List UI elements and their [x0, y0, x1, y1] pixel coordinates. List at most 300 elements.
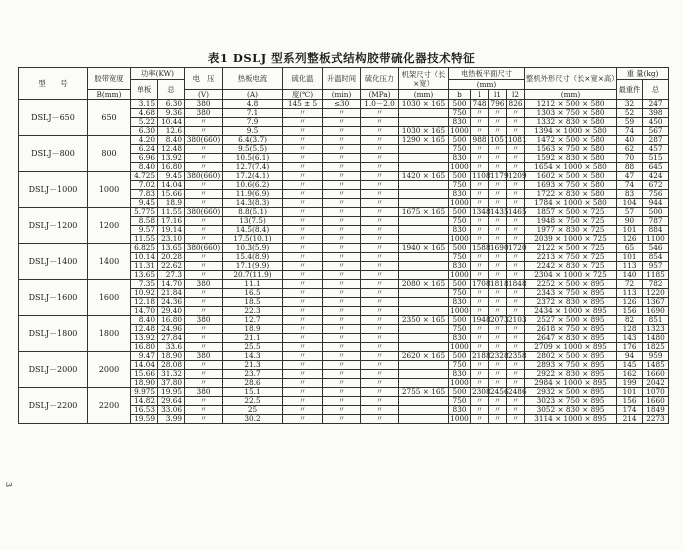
plate-l1-cell: 〃 — [489, 361, 507, 370]
frame-size-cell — [399, 145, 449, 154]
pressure-cell: 〃 — [361, 316, 399, 325]
plate-l2-cell: 〃 — [507, 127, 525, 136]
weight-max-cell: 57 — [617, 208, 643, 217]
overall-cell: 1592 × 830 × 580 — [525, 154, 617, 163]
weight-total-cell: 1185 — [643, 271, 669, 280]
heat-time-cell: 〃 — [323, 145, 361, 154]
plate-b-cell: 1000 — [450, 306, 469, 315]
weight-max-cell: 126 — [617, 235, 643, 244]
power-total-cell: 33.06 — [158, 406, 185, 415]
plate-l2-cell: 〃 — [507, 154, 525, 163]
plate-l1-cell: 〃 — [489, 397, 507, 406]
plate-b-cell: 750 — [449, 109, 471, 118]
current-cell: 9.5 — [223, 127, 283, 136]
voltage-cell: 380 — [185, 388, 223, 397]
weight-max-cell: 74 — [617, 127, 643, 136]
plate-l1-cell: 1690 — [490, 243, 509, 252]
plate-l-cell: 〃 — [471, 334, 489, 343]
current-cell: 18.9 — [223, 325, 283, 334]
power-single-cell: 12.48 — [131, 325, 158, 334]
power-single-cell: 9.47 — [131, 352, 158, 361]
voltage-cell: 〃 — [185, 370, 223, 379]
pressure-cell: 〃 — [361, 199, 399, 208]
plate-b-cell: 1000 — [450, 378, 469, 387]
plate-b-cell: 750 — [449, 361, 471, 370]
plate-l2-cell: 〃 — [507, 181, 525, 190]
weight-max-cell: 145 — [617, 361, 643, 370]
frame-size-cell — [399, 415, 449, 424]
overall-cell: 1948 × 750 × 725 — [525, 217, 617, 226]
current-cell: 7.1 — [223, 109, 283, 118]
plate-b-cell: 500 — [449, 172, 471, 181]
heat-time-cell: 〃 — [323, 208, 361, 217]
temp-cell: 〃 — [283, 397, 323, 406]
plate-l-cell: 〃 — [471, 370, 489, 379]
frame-size-cell: 1420 × 165 — [399, 172, 449, 181]
plate-l-cell: 〃 — [471, 199, 489, 208]
belt-width-cell: 1600 — [88, 280, 131, 316]
weight-total-cell: 287 — [643, 136, 669, 145]
temp-cell: 〃 — [283, 370, 323, 379]
voltage-cell: 〃 — [185, 163, 223, 172]
heat-time-cell: ≤30 — [323, 100, 361, 109]
power-single-cell: 6.825 — [131, 244, 158, 253]
overall-cell: 2893 × 750 × 895 — [525, 361, 617, 370]
power-single-cell: 16.80 — [131, 343, 158, 352]
voltage-cell: 〃 — [185, 397, 223, 406]
power-total-cell: 19.14 — [158, 226, 185, 235]
power-single-cell: 7.35 — [131, 280, 158, 289]
plate-l1-cell: 1051 — [490, 135, 509, 144]
table-title: 表1 DSLJ 型系列整板式结构胶带硫化器技术特征 — [207, 51, 476, 65]
weight-max-cell: 176 — [617, 343, 643, 352]
overall-cell: 1394 × 1000 × 580 — [525, 127, 617, 136]
weight-max-cell: 156 — [617, 307, 643, 316]
plate-b-cell: 830 — [449, 190, 471, 199]
overall-cell: 1857 × 500 × 725 — [525, 208, 617, 217]
frame-size-cell — [399, 253, 449, 262]
pressure-cell: 1.0－2.0 — [361, 100, 399, 109]
temp-cell: 〃 — [283, 199, 323, 208]
voltage-cell: 380(660) — [185, 244, 223, 253]
heat-time-cell: 〃 — [323, 415, 361, 424]
plate-l2-cell: 〃 — [507, 271, 525, 280]
plate-l1-cell: 1818 — [490, 279, 509, 288]
heat-time-cell: 〃 — [323, 199, 361, 208]
frame-size-cell: 2755 × 165 — [399, 388, 449, 397]
weight-max-cell: 74 — [617, 181, 643, 190]
temp-cell: 〃 — [283, 406, 323, 415]
header-power-total: 总 — [158, 80, 185, 100]
header-plate-unit: (mm) — [449, 80, 525, 90]
plate-l1-cell: 1435 — [490, 207, 509, 216]
voltage-cell: 〃 — [185, 415, 223, 424]
weight-max-cell: 104 — [617, 199, 643, 208]
power-total-cell: 9.36 — [158, 109, 185, 118]
plate-b-cell: 1000 — [450, 162, 469, 171]
current-cell: 10.5(6.1) — [223, 154, 283, 163]
plate-l1-cell: 〃 — [489, 235, 507, 244]
overall-cell: 1722 × 830 × 580 — [525, 190, 617, 199]
plate-l1-cell: 〃 — [489, 127, 507, 136]
pressure-cell: 〃 — [361, 415, 399, 424]
weight-total-cell: 1100 — [643, 235, 669, 244]
power-single-cell: 6.30 — [131, 127, 158, 136]
plate-l2-cell: 〃 — [507, 379, 525, 388]
pressure-cell: 〃 — [361, 388, 399, 397]
weight-max-cell: 128 — [617, 325, 643, 334]
voltage-cell: 〃 — [185, 343, 223, 352]
overall-cell: 3023 × 750 × 895 — [525, 397, 617, 406]
pressure-cell: 〃 — [361, 262, 399, 271]
pressure-cell: 〃 — [361, 136, 399, 145]
pressure-cell: 〃 — [361, 172, 399, 181]
plate-b-cell: 830 — [449, 406, 471, 415]
power-total-cell: 8.40 — [158, 136, 185, 145]
heat-time-cell: 〃 — [323, 190, 361, 199]
plate-l-cell: 〃 — [471, 307, 489, 316]
power-single-cell: 9.57 — [131, 226, 158, 235]
header-voltage: 电 压 — [185, 68, 223, 90]
weight-max-cell: 113 — [617, 262, 643, 271]
overall-cell: 2304 × 1000 × 725 — [525, 271, 617, 280]
plate-l2-cell: 1081 — [508, 135, 527, 144]
weight-max-cell: 83 — [617, 190, 643, 199]
plate-l1-cell: 〃 — [489, 343, 507, 352]
pressure-cell: 〃 — [361, 334, 399, 343]
overall-cell: 2922 × 830 × 895 — [525, 370, 617, 379]
power-total-cell: 20.28 — [158, 253, 185, 262]
temp-cell: 〃 — [283, 118, 323, 127]
power-single-cell: 10.14 — [131, 253, 158, 262]
current-cell: 7.9 — [223, 118, 283, 127]
heat-time-cell: 〃 — [323, 325, 361, 334]
power-total-cell: 14.70 — [158, 280, 185, 289]
plate-l-cell: 〃 — [471, 298, 489, 307]
power-total-cell: 12.48 — [158, 145, 185, 154]
current-cell: 17.5(10.1) — [223, 235, 283, 244]
heat-time-cell: 〃 — [323, 298, 361, 307]
overall-cell: 2252 × 500 × 895 — [525, 280, 617, 289]
weight-max-cell: 156 — [617, 397, 643, 406]
overall-cell: 2527 × 500 × 895 — [525, 316, 617, 325]
current-cell: 10.3(5.9) — [223, 244, 283, 253]
power-single-cell: 13.65 — [131, 271, 158, 280]
header-temp: 硫化温 — [283, 68, 323, 90]
power-single-cell: 7.83 — [131, 190, 158, 199]
current-cell: 25.5 — [223, 343, 283, 352]
frame-size-cell — [399, 109, 449, 118]
temp-cell: 〃 — [283, 127, 323, 136]
weight-total-cell: 1323 — [643, 325, 669, 334]
plate-l1-cell: 2073 — [490, 315, 509, 324]
weight-max-cell: 101 — [617, 226, 643, 235]
plate-l2-cell: 〃 — [507, 370, 525, 379]
power-single-cell: 4.20 — [131, 136, 158, 145]
temp-cell: 〃 — [283, 145, 323, 154]
overall-cell: 2618 × 750 × 895 — [525, 325, 617, 334]
plate-l1-cell: 〃 — [489, 415, 507, 424]
plate-l-cell: 〃 — [471, 361, 489, 370]
voltage-cell: 〃 — [185, 253, 223, 262]
power-total-cell: 23.10 — [158, 235, 185, 244]
header-plate-b: b — [449, 90, 471, 100]
power-single-cell: 16.53 — [131, 406, 158, 415]
current-cell: 12.7 — [223, 316, 283, 325]
plate-l-cell: 〃 — [471, 118, 489, 127]
power-total-cell: 12.6 — [158, 127, 185, 136]
voltage-cell: 〃 — [185, 190, 223, 199]
plate-b-cell: 500 — [449, 136, 471, 145]
plate-l2-cell: 〃 — [507, 415, 525, 424]
pressure-cell: 〃 — [361, 397, 399, 406]
plate-l2-cell: 〃 — [507, 343, 525, 352]
voltage-cell: 〃 — [185, 334, 223, 343]
plate-l1-cell: 〃 — [489, 109, 507, 118]
temp-cell: 〃 — [283, 379, 323, 388]
frame-size-cell — [399, 289, 449, 298]
frame-size-cell — [399, 325, 449, 334]
weight-max-cell: 52 — [617, 109, 643, 118]
plate-l2-cell: 2486 — [508, 387, 527, 396]
current-cell: 9.5(5.5) — [223, 145, 283, 154]
plate-l1-cell: 〃 — [489, 325, 507, 334]
header-weight-total: 总 — [643, 80, 669, 100]
plate-l-cell: 〃 — [471, 109, 489, 118]
plate-l1-cell: 1179 — [490, 171, 509, 180]
overall-cell: 2647 × 830 × 895 — [525, 334, 617, 343]
header-power-single: 单板 — [131, 80, 158, 100]
temp-cell: 〃 — [283, 181, 323, 190]
heat-time-cell: 〃 — [323, 217, 361, 226]
plate-l1-cell: 2456 — [490, 387, 509, 396]
frame-size-cell — [399, 190, 449, 199]
plate-l1-cell: 〃 — [489, 406, 507, 415]
heat-time-cell: 〃 — [323, 262, 361, 271]
weight-total-cell: 450 — [643, 118, 669, 127]
power-single-cell: 18.90 — [131, 379, 158, 388]
heat-time-cell: 〃 — [323, 253, 361, 262]
weight-max-cell: 113 — [617, 289, 643, 298]
voltage-cell: 〃 — [185, 271, 223, 280]
plate-b-cell: 750 — [449, 181, 471, 190]
temp-cell: 〃 — [283, 262, 323, 271]
overall-cell: 2372 × 830 × 895 — [525, 298, 617, 307]
weight-max-cell: 101 — [617, 253, 643, 262]
heat-time-cell: 〃 — [323, 406, 361, 415]
voltage-cell: 〃 — [185, 361, 223, 370]
pressure-cell: 〃 — [361, 361, 399, 370]
plate-l1-cell: 〃 — [489, 145, 507, 154]
plate-l1-cell: 〃 — [489, 334, 507, 343]
pressure-cell: 〃 — [361, 163, 399, 172]
frame-size-cell: 2350 × 165 — [399, 316, 449, 325]
weight-max-cell: 88 — [617, 163, 643, 172]
table-header — [19, 68, 669, 100]
plate-l1-cell: 〃 — [489, 154, 507, 163]
plate-l-cell: 〃 — [471, 181, 489, 190]
plate-l-cell: 〃 — [471, 226, 489, 235]
weight-total-cell: 398 — [643, 109, 669, 118]
overall-cell: 1332 × 830 × 580 — [525, 118, 617, 127]
weight-total-cell: 546 — [643, 244, 669, 253]
temp-cell: 〃 — [283, 388, 323, 397]
heat-time-cell: 〃 — [323, 235, 361, 244]
heat-time-cell: 〃 — [323, 307, 361, 316]
weight-total-cell: 884 — [643, 226, 669, 235]
current-cell: 14.3 — [223, 352, 283, 361]
plate-l-cell: 1588 — [472, 243, 491, 252]
plate-l1-cell: 〃 — [489, 289, 507, 298]
plate-b-cell: 750 — [449, 397, 471, 406]
plate-l-cell: 2308 — [472, 387, 491, 396]
header-plate-size: 电热板平面尺寸 — [449, 68, 525, 80]
power-single-cell: 4.68 — [131, 109, 158, 118]
plate-b-cell: 1000 — [450, 342, 469, 351]
overall-cell: 1977 × 830 × 725 — [525, 226, 617, 235]
plate-b-cell: 500 — [449, 388, 471, 397]
power-total-cell: 11.55 — [158, 208, 185, 217]
pressure-cell: 〃 — [361, 118, 399, 127]
voltage-cell: 〃 — [185, 118, 223, 127]
plate-b-cell: 830 — [449, 226, 471, 235]
weight-max-cell: 72 — [617, 280, 643, 289]
overall-cell: 1563 × 750 × 580 — [525, 145, 617, 154]
plate-l2-cell: 1720 — [508, 243, 527, 252]
belt-width-cell: 800 — [88, 136, 131, 172]
weight-max-cell: 140 — [617, 271, 643, 280]
weight-total-cell: 1367 — [643, 298, 669, 307]
model-cell: DSLJ－2200 — [19, 388, 88, 424]
heat-time-cell: 〃 — [323, 352, 361, 361]
pressure-cell: 〃 — [361, 145, 399, 154]
heat-time-cell: 〃 — [323, 109, 361, 118]
plate-l1-cell: 〃 — [489, 298, 507, 307]
temp-cell: 〃 — [283, 289, 323, 298]
belt-width-cell: 1200 — [88, 208, 131, 244]
weight-max-cell: 214 — [617, 415, 643, 424]
heat-time-cell: 〃 — [323, 163, 361, 172]
temp-cell: 145 ± 5 — [283, 100, 323, 109]
current-cell: 17.1(9.9) — [223, 262, 283, 271]
power-total-cell: 13.92 — [158, 154, 185, 163]
plate-l1-cell: 〃 — [489, 199, 507, 208]
power-total-cell: 31.32 — [158, 370, 185, 379]
header-belt-width: 胶带宽度 — [88, 68, 131, 90]
heat-time-cell: 〃 — [323, 136, 361, 145]
plate-l2-cell: 2358 — [508, 351, 527, 360]
frame-size-cell — [399, 154, 449, 163]
power-total-cell: 37.80 — [158, 379, 185, 388]
plate-l2-cell: 〃 — [507, 190, 525, 199]
temp-cell: 〃 — [283, 280, 323, 289]
plate-b-cell: 500 — [449, 280, 471, 289]
voltage-cell: 380(660) — [185, 172, 223, 181]
pressure-cell: 〃 — [361, 307, 399, 316]
header-overall-unit: (mm) — [525, 90, 617, 100]
plate-b-cell: 830 — [449, 370, 471, 379]
plate-l2-cell: 〃 — [507, 145, 525, 154]
plate-l1-cell: 〃 — [489, 226, 507, 235]
power-single-cell: 5.775 — [131, 208, 158, 217]
weight-total-cell: 672 — [643, 181, 669, 190]
voltage-cell: 〃 — [185, 298, 223, 307]
model-cell: DSLJ－650 — [19, 100, 88, 136]
frame-size-cell — [399, 181, 449, 190]
heat-time-cell: 〃 — [323, 118, 361, 127]
plate-l2-cell: 2103 — [508, 315, 527, 324]
power-single-cell: 10.92 — [131, 289, 158, 298]
plate-l1-cell: 〃 — [489, 217, 507, 226]
power-total-cell: 16.80 — [158, 163, 185, 172]
plate-l-cell: 1948 — [472, 315, 491, 324]
pressure-cell: 〃 — [361, 352, 399, 361]
temp-cell: 〃 — [283, 352, 323, 361]
weight-max-cell: 162 — [617, 370, 643, 379]
weight-total-cell: 424 — [643, 172, 669, 181]
weight-max-cell: 101 — [617, 388, 643, 397]
power-total-cell: 24.96 — [158, 325, 185, 334]
plate-l2-cell: 1465 — [508, 207, 527, 216]
heat-time-cell: 〃 — [323, 127, 361, 136]
plate-l-cell: 〃 — [471, 406, 489, 415]
weight-total-cell: 756 — [643, 190, 669, 199]
current-cell: 30.2 — [223, 415, 283, 424]
power-single-cell: 15.66 — [131, 370, 158, 379]
power-single-cell: 6.24 — [131, 145, 158, 154]
plate-b-cell: 1000 — [450, 234, 469, 243]
pressure-cell: 〃 — [361, 280, 399, 289]
weight-total-cell: 1660 — [643, 370, 669, 379]
pressure-cell: 〃 — [361, 271, 399, 280]
header-weight: 重 量(kg) — [617, 68, 669, 80]
weight-max-cell: 65 — [617, 244, 643, 253]
power-single-cell: 3.15 — [131, 100, 158, 109]
plate-b-cell: 830 — [449, 154, 471, 163]
pressure-cell: 〃 — [361, 154, 399, 163]
plate-l2-cell: 〃 — [507, 406, 525, 415]
weight-max-cell: 174 — [617, 406, 643, 415]
current-cell: 16.5 — [223, 289, 283, 298]
plate-l2-cell: 〃 — [507, 226, 525, 235]
current-cell: 4.8 — [223, 100, 283, 109]
temp-cell: 〃 — [283, 154, 323, 163]
power-total-cell: 28.08 — [158, 361, 185, 370]
plate-l-cell: 〃 — [471, 163, 489, 172]
plate-l1-cell: 〃 — [489, 307, 507, 316]
header-plate-l1: l1 — [489, 90, 507, 100]
power-single-cell: 8.58 — [131, 217, 158, 226]
pressure-cell: 〃 — [361, 370, 399, 379]
plate-l1-cell: 〃 — [489, 262, 507, 271]
current-cell: 22.5 — [223, 397, 283, 406]
plate-l-cell: 1348 — [472, 207, 491, 216]
plate-l1-cell: 〃 — [489, 271, 507, 280]
pressure-cell: 〃 — [361, 109, 399, 118]
belt-width-cell: 2000 — [88, 352, 131, 388]
weight-total-cell: 1485 — [643, 361, 669, 370]
power-total-cell: 22.62 — [158, 262, 185, 271]
heat-time-cell: 〃 — [323, 226, 361, 235]
heat-time-cell: 〃 — [323, 379, 361, 388]
header-current-unit: (A) — [223, 90, 283, 100]
plate-l-cell: 〃 — [471, 253, 489, 262]
weight-total-cell: 959 — [643, 352, 669, 361]
frame-size-cell — [399, 262, 449, 271]
table-body — [19, 100, 669, 424]
weight-total-cell: 1849 — [643, 406, 669, 415]
page-number: 3 — [4, 481, 14, 488]
